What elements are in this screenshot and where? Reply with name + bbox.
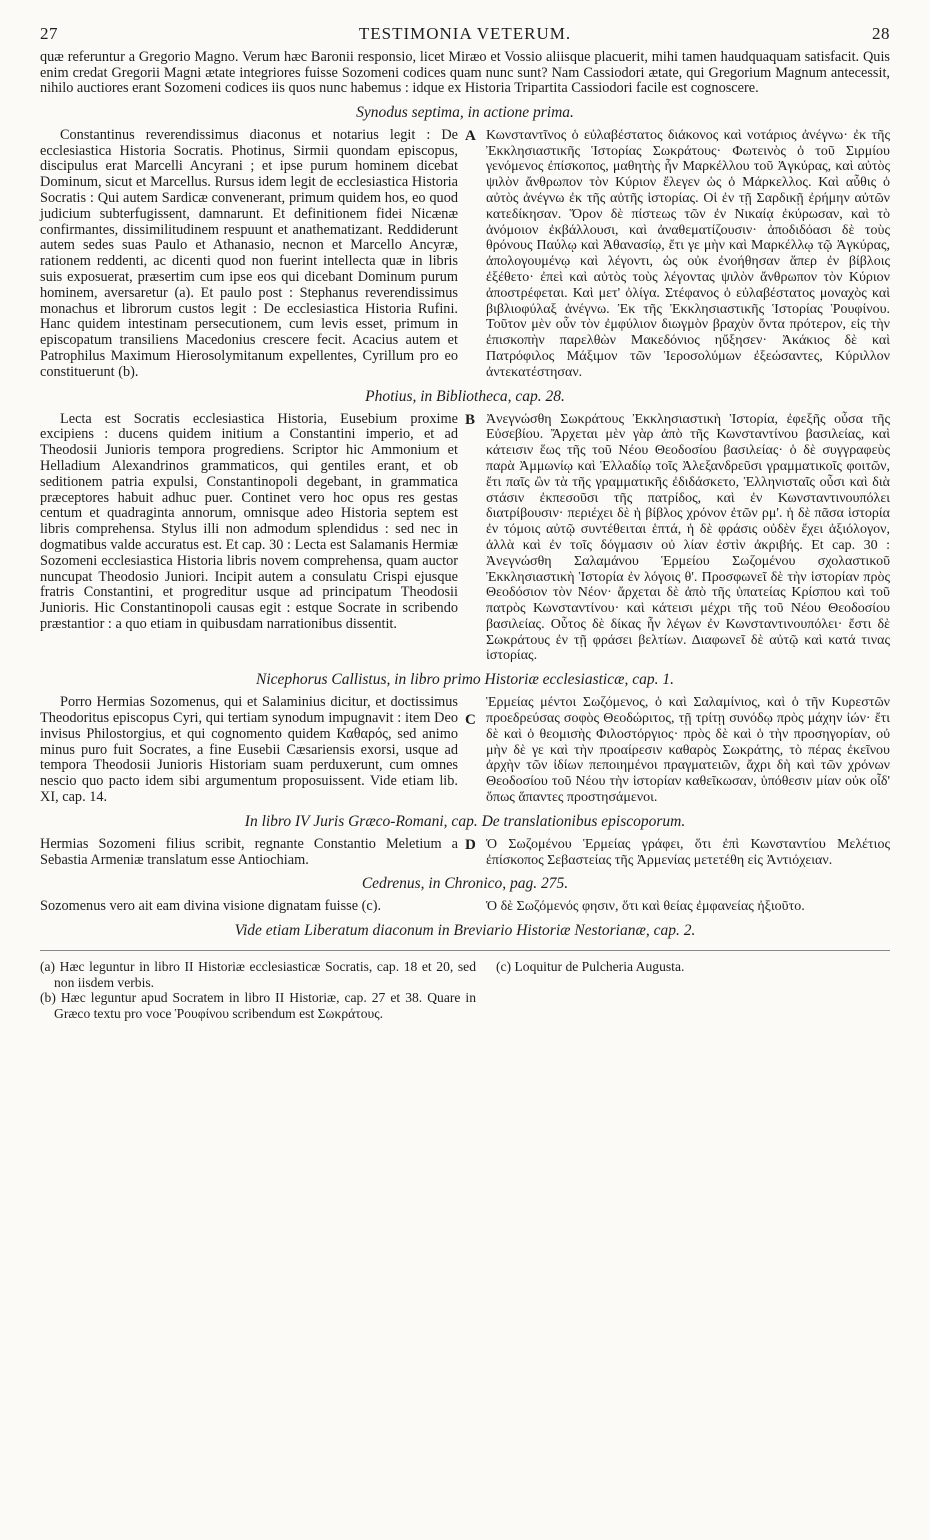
running-title: TESTIMONIA VETERUM. (358, 24, 572, 43)
margin-marker-column (458, 899, 486, 915)
margin-marker-column (458, 695, 486, 806)
margin-marker: D (465, 836, 476, 853)
parallel-text-row (40, 695, 890, 806)
margin-marker-column (458, 411, 486, 728)
footnote-c: (c) Loquitur de Pulcheria Augusta. (496, 959, 685, 975)
footnotes-right (496, 959, 890, 1021)
latin-column: Hermias Sozomeni filius scribit, regnante Constantio Meletium a Sebastia Armeniæ translatum esse Antiochiam. (40, 835, 458, 868)
footnote-a: (a) Hæc leguntur in libro II Historiæ ecclesiasticæ Socratis, cap. 18 et 20, sed non iisdem verbis. (40, 959, 476, 990)
page-number-left: 27 (40, 24, 58, 43)
section-heading: In libro IV Juris Græco-Romani, cap. De translationibus episcoporum. (244, 812, 686, 830)
margin-marker-column (458, 837, 486, 869)
footnotes-left (40, 959, 496, 1021)
section-heading: Nicephorus Callistus, in libro primo Historiæ ecclesiasticæ, cap. 1. (256, 671, 674, 689)
latin-column: Sozomenus vero ait eam divina visione dignatam fuisse (c). (40, 898, 382, 915)
margin-marker: B (465, 411, 476, 428)
greek-column: Ὁ δὲ Σωζόμενός φησιν, ὅτι καὶ θείας ἐμφανείας ἠξιοῦτο. (486, 899, 805, 915)
parallel-text-row (40, 899, 890, 915)
parallel-text-row (40, 837, 890, 869)
intro-paragraph: quæ referuntur a Gregorio Magno. Verum hæc Baronii responsio, licet Miræo et Vossio aliisque placuerit, mihi tamen haudquaquam satisfacit. Quis enim credat Gregorii Magni ætate integriores fuisse Sozomeni codices quam nunc sunt? Nam Cassiodori ætate, qui Gregorium Magnum antecessit, nihilo auctiores erant Sozomeni codices iis quos nunc habemus : idque ex Historia Tripartita Cassiodori facile est cognoscere. (40, 49, 890, 97)
section-heading: Photius, in Bibliotheca, cap. 28. (365, 387, 565, 405)
margin-marker-column (458, 128, 486, 381)
parallel-text-row (40, 128, 890, 381)
greek-column: Ἑρμείας μέντοι Σωζόμενος, ὁ καὶ Σαλαμίνιος, καὶ ὁ τῆν Κυρεστῶν προεδρεύσας σοφὸς Θεοδώριτος, τῇ τρίτῃ συνόδῳ πρὸς μάχην ἰών· ἔτι δὲ καὶ ὁ θεομισὴς Φιλοστόργιος· πρὸς δὲ καὶ ὁ τὴν προσηγορίαν, οὐ μὴν δὲ γε καὶ τὴν προαίρεσιν καθαρὸς Σωκράτης, τὸ πέρας ἐκεῖνου ἀρχὴν τῶν ἰδίων πεποιημένοι πραγματειῶν, ἄχρι δὴ καὶ τῶν χρόνων Θεοδοσίου τοῦ Νέου τὴν ἱστορίαν καθεῖκωσαν, ὑπόθεσιν μίαν οὐκ οἶδ' ὅπως ἅπαντες προστησάμενοι. (486, 695, 890, 806)
latin-column: Porro Hermias Sozomenus, qui et Salaminius dicitur, et doctissimus Theodoritus episcopus Cyri, qui tertiam synodum impugnavit : item Deo invisus Philostorgius, et qui cognomento quidem Καθαρός, sed animo minus puro fuit Socrates, a fine Eusebii Cæsariensis exorsi, usque ad tempora Theodosii Junioris Historiam suam perduxerunt, cum omnes nescio quo pacto idem sibi argumentum proposuissent. Vide etiam lib. XI, cap. 14. (40, 694, 458, 806)
greek-column: Κωνσταντῖνος ὁ εὐλαβέστατος διάκονος καὶ νοτάριος ἀνέγνω· ἐκ τῆς Ἐκκλησιαστικῆς Ἱστορίας Σωκράτους· Φωτεινὸς ὁ τοῦ Σιρμίου γενόμενος ἐπίσκοπος, μαθητὴς ἦν Μαρκέλλου τοῦ Ἀγκύρας, καὶ αὐτὸς ψιλὸν ἄνθρωπον τὸν Κύριον ἔλεγεν ὡς ὁ Μάρκελλος. Καὶ αὖθις ὁ αὐτὸς ἀνέγνω ἐκ τῆς αὐτῆς ἱστορίας. Οἱ ἐν τῇ Σαρδικῇ ἐρήμην αὐτῶν κατεδίκησαν. Ὅρον δὲ πίστεως τῶν ἐν Νικαίᾳ ἐκύρωσαν, καὶ τὸ ἀνόμοιον ἐκβάλλουσι, καὶ ἀναθεματίζουσιν· ἀποδιδόασι δὲ τοὺς θρόνους Παύλῳ καὶ Ἀθανασίῳ, ἔτι γε μὴν καὶ Μαρκέλλῳ τῷ Ἀγκύρας, ἀπολογουμένῳ καὶ λέγοντι, ὡς οὐκ ἐνοήθησαν ἅπερ ἐν βίβλοις ἐξέθετο· ἐπεὶ καὶ αὐτὸς τοὺς λέγοντας ψιλὸν ἄνθρωπον τὸν Κύριον ἀποστρέφεται. Καὶ μετ' ὀλίγα. Στέφανος ὁ εὐλαβέστατος μοναχὸς καὶ βιβλιοφύλαξ ἀνέγνω. Ἐκ τῆς Ἐκκλησιαστικῆς Ἱστορίας Ῥουφίνου. Τοῦτον μὲν οὖν τὸν ἐμφύλιον διωγμὸν βραχὺν ὄντα πρότερον, εἰς τὴν ἐπισκοπὴν παρελθὼν Μακεδόνιος ηὔξησεν· Ἀκάκιος δὲ καὶ Πατρόφιλος Μάξιμον τῶν Ἱεροσολύμων ἐξεώσαντες, Κύριλλον ἀντεκατέστησαν. (486, 127, 890, 380)
latin-column: Lecta est Socratis ecclesiastica Historia, Eusebium proxime excipiens : ducens quidem initium a Constantini imperio, et ad Theodosii Junioris tempora progrediens. Scriptor hic Ammonium et Helladium Alexandrinos grammaticos, qui gentiles erant, et ob seditionem patria expulsi, Constantinopoli degebant, in grammatica præceptores habuit adhuc puer. Continet vero hoc opus res gestas centum et quadraginta annorum, omnisque adeo Historia septem est libris comprehensa. Stylus illi non admodum splendidus : sed nec in dogmatibus valde accuratus est. Et cap. 30 : Lecta est Salamanis Hermiæ Sozomeni ecclesiastica Historia libris novem comprehensa, quam auctor nuncupat Theodosio Juniori. Incipit autem a consulatu Crispi ejusque fratris Constantini, et progreditur usque ad principatum Theodosii Junioris. Hic Constantinopoli causas egit : estque Socrate in scribendo præstantior : a quo etiam in quibusdam narrationibus dissentit. (40, 410, 458, 632)
section-heading: Synodus septima, in actione prima. (356, 103, 574, 121)
greek-column: Ὁ Σωζομένου Ἑρμείας γράφει, ὅτι ἐπὶ Κωνσταντίου Μελέτιος ἐπίσκοπος Σεβαστείας τῆς Ἀρμενίας μετετέθη εἰς Ἀντιόχειαν. (486, 836, 890, 868)
footnote-divider (40, 950, 890, 951)
margin-marker: A (465, 127, 476, 144)
footnotes (40, 959, 890, 1021)
footnote-b: (b) Hæc leguntur apud Socratem in libro II Historiæ, cap. 27 et 38. Quare in Græco textu pro voce Ῥουφίνου scribendum est Σωκράτους. (40, 990, 476, 1022)
page-header (40, 24, 890, 44)
latin-column: Constantinus reverendissimus diaconus et notarius legit : De ecclesiastica Historia Socratis. Photinus, Sirmii quondam episcopus, discipulus erat Marcelli Ancyrani ; et ipse purum hominem dicebat Dominum, sicut et Marcellus. Rursus idem legit de ecclesiastica Historia Socratis : Qui autem Sardicæ convenerant, primum quidem hos, eo quod judicium subterfugissent, damnarunt. Et definitionem fidei Nicænæ confirmantes, dissimilitudinem respuunt et anathematizant. Reddiderunt autem sedes suas Paulo et Athanasio, necnon et Marcello Ancyræ, rationem reddenti, ac dicenti quod non fuerint intellecta quæ in libris suis exposuerat, præsertim cum ipse eos qui dicebant Dominum purum hominem, aversaretur (a). Et paulo post : Stephanus reverendissimus monachus et librorum custos legit : De ecclesiastica Historia Rufini. Hanc quidem intestinam persecutionem, cum levis esset, primum in episcopatum transiliens Macedonius crescere fecit. Acacius autem et Patrophilus Maximum Hierosolymitanum expellentes, Cyrillum pro eo constituerunt (b). (40, 126, 458, 380)
section-heading: Cedrenus, in Chronico, pag. 275. (361, 875, 569, 893)
margin-marker: C (465, 711, 476, 728)
closing-heading: Vide etiam Liberatum diaconum in Breviario Historiæ Nestorianæ, cap. 2. (234, 922, 696, 940)
page-number-right: 28 (871, 24, 890, 43)
greek-column: Ἀνεγνώσθη Σωκράτους Ἐκκλησιαστικὴ Ἱστορία, ἐφεξῆς οὖσα τῆς Εὐσεβίου. Ἄρχεται μὲν γὰρ ἀπὸ τῆς Κωνσταντίνου βασιλείας, καὶ κάτεισιν ἕως τῆς τοῦ Νέου Θεοδοσίου βασιλείας· ὁ δὲ συγγραφεὺς παρὰ Ἀμμωνίῳ καὶ Ἑλλαδίῳ τοῖς Ἀλεξανδρεῦσι γραμματικοῖς φοιτῶν, ἔτι παῖς ὢν τὰ τῆς γραμματικῆς ἐδιδάσκετο, Ἑλληνισταῖς οὖσι καὶ διὰ στάσιν ἐκπεσοῦσι τῆς πατρίδος, καὶ ἐν Κωνσταντινουπόλει διατρίβουσιν· περιέχει δὲ ἡ βίβλος χρόνον ἐτῶν ρμ'. ἡ δὲ πᾶσα ἱστορία ἐν τόμοις αὐτῷ συντέθειται ἑπτά, ἡ δὲ φράσις οὐδὲν ἔχει ἀξιόλογον, ἀλλὰ καὶ ἐν τοῖς δόγμασιν οὐ λίαν ἐστὶν ἀκριβής. Et cap. 30 : Ἀνεγνώσθη Σαλαμάνου Ἑρμείου Σωζομένου σχολαστικοῦ Ἐκκλησιαστικὴ Ἱστορία ἐν λόγοις θ'. Προσφωνεῖ δὲ τὴν ἱστορίαν πρὸς Θεοδόσιον τὸν Νέον· ἄρχεται δὲ ἀπὸ τῆς ὑπατείας Κρίσπου καὶ τοῦ πατρὸς Κωνσταντίνου· καὶ κάτεισι μέχρι τῆς τοῦ Νέου Θεοδοσίου βασιλείας. Οὗτος δὲ δίκας ἦν λέγων ἐν Κωνσταντινουπόλει· ἔστι δὲ Σωκράτους ἐν τῇ φράσει βελτίων. Διαφωνεῖ δὲ αὐτῷ καὶ κατά τινας ἱστορίας. (486, 411, 890, 664)
